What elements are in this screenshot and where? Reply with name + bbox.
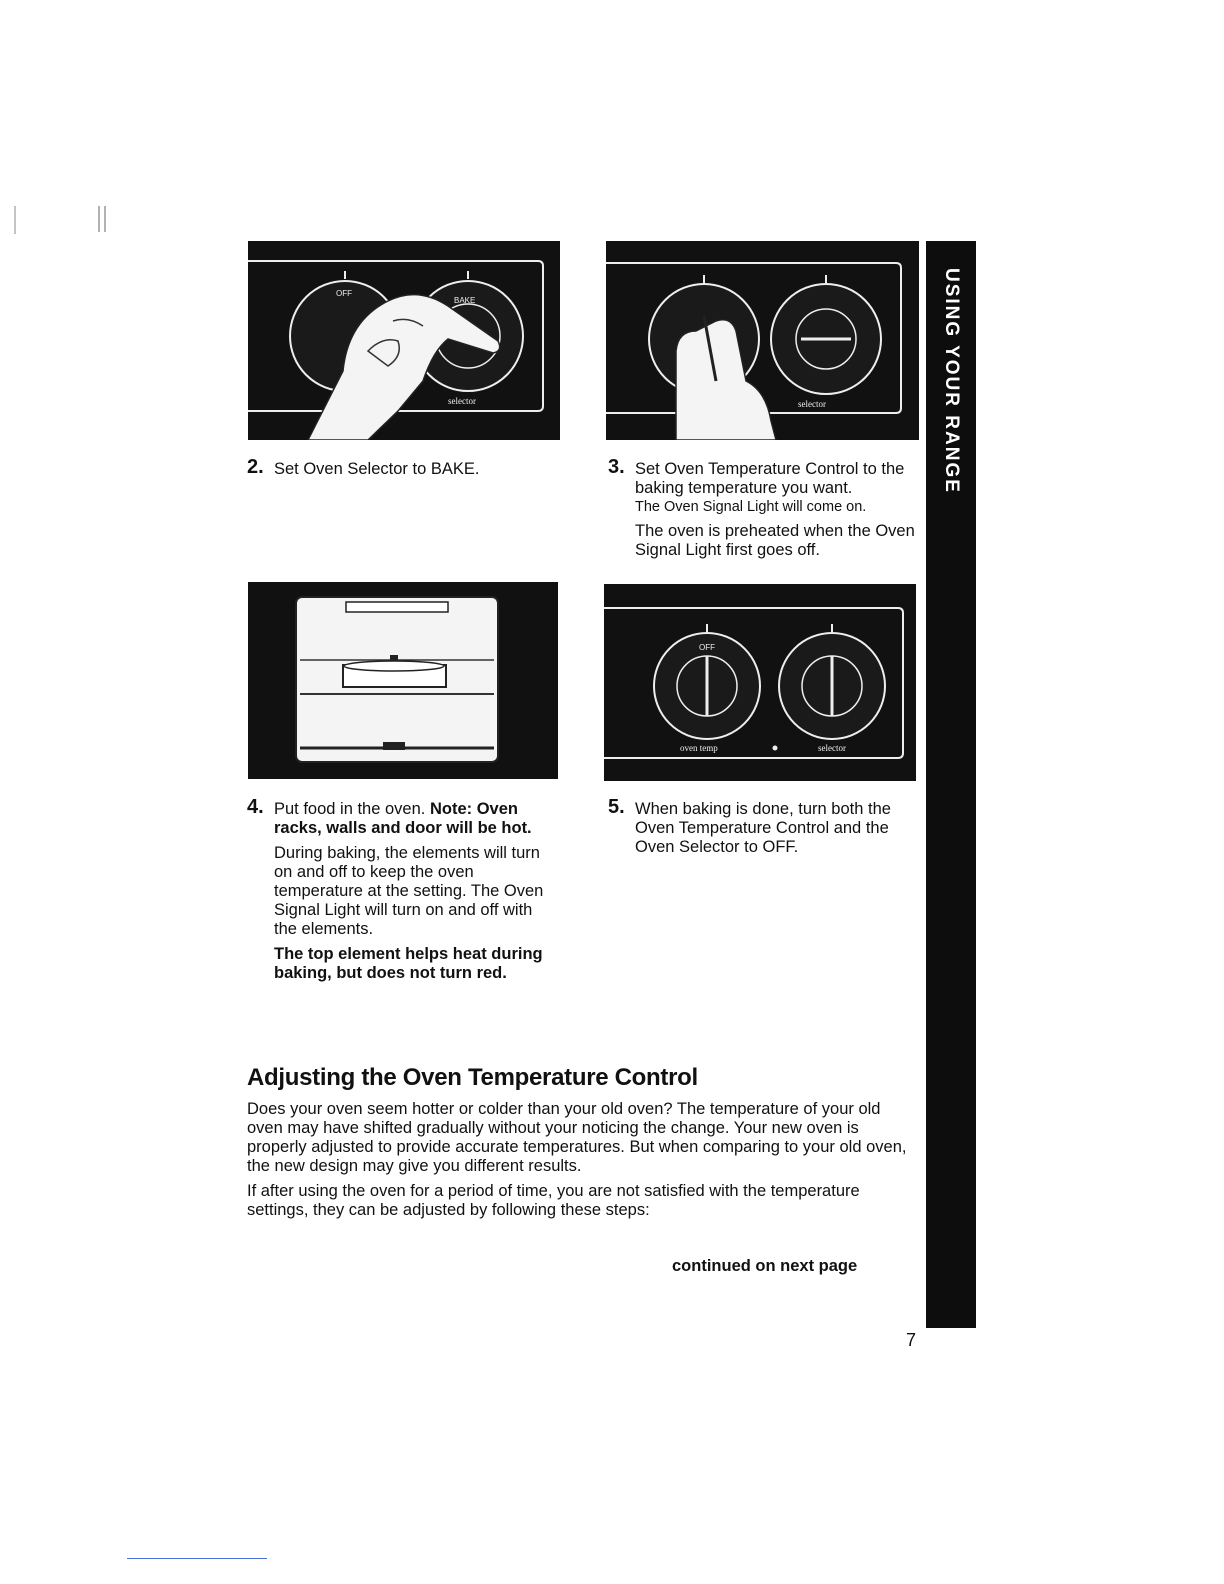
figure-dials-off bbox=[604, 584, 916, 781]
section-paragraph-1: Does your oven seem hotter or colder than your old oven? The temperature of your old oven may have shifted gradually without your noticing the change. Your new oven is properly adjusted to provide accurate temperatures. But when comparing to your old oven, the new design may give you different results. bbox=[247, 1100, 907, 1175]
figure-oven-interior bbox=[248, 582, 558, 779]
bottom-rule bbox=[127, 1558, 267, 1559]
sidebar-title: USING YOUR RANGE bbox=[941, 268, 962, 494]
step-5-number: 5. bbox=[608, 796, 625, 818]
step-3-text-1: Set Oven Temperature Control to the baking temperature you want. bbox=[635, 460, 905, 497]
step-5 bbox=[608, 796, 908, 862]
fig5-oven-temp-label: oven temp bbox=[680, 743, 718, 753]
section-title: Adjusting the Oven Temperature Control bbox=[247, 1064, 698, 1091]
fig3-selector-label: selector bbox=[798, 399, 826, 409]
fig2-selector-label: selector bbox=[448, 396, 476, 406]
figure-set-temperature bbox=[606, 241, 919, 440]
step-2 bbox=[247, 456, 567, 484]
page-number: 7 bbox=[906, 1330, 917, 1350]
section-paragraph-2: If after using the oven for a period of time, you are not satisfied with the temperature settings, they can be adjusted by following these steps: bbox=[247, 1182, 860, 1219]
step-4-text-1: Put food in the oven. bbox=[274, 800, 426, 818]
fig5-dial-off-label: OFF bbox=[699, 643, 715, 652]
scan-marks bbox=[12, 206, 112, 241]
step-3-text-2: The Oven Signal Light will come on. bbox=[635, 499, 867, 515]
step-4-text-2: During baking, the elements will turn on and off to keep the oven temperature at the setting. The Oven Signal Light will turn on and off with the elements. bbox=[274, 844, 544, 938]
fig5-selector-label: selector bbox=[818, 743, 846, 753]
step-2-number: 2. bbox=[247, 456, 264, 478]
step-4-number: 4. bbox=[247, 796, 264, 818]
step-4-text-3: The top element helps heat during baking, but does not turn red. bbox=[274, 945, 543, 982]
step-4-note: Note: Oven racks, walls and door will be hot. bbox=[274, 800, 532, 837]
step-3 bbox=[608, 456, 928, 565]
continued-note: continued on next page bbox=[672, 1257, 858, 1275]
step-2-text: Set Oven Selector to BAKE. bbox=[274, 460, 480, 478]
step-4 bbox=[247, 796, 552, 988]
fig2-dial-bake-label: BAKE bbox=[454, 296, 476, 305]
step-3-number: 3. bbox=[608, 456, 625, 478]
fig2-dial-off-label: OFF bbox=[336, 289, 352, 298]
step-3-text-3: The oven is preheated when the Oven Signal Light first goes off. bbox=[635, 522, 915, 559]
step-5-text: When baking is done, turn both the Oven Temperature Control and the Oven Selector to OFF. bbox=[635, 800, 891, 856]
figure-set-oven-selector bbox=[248, 241, 560, 440]
